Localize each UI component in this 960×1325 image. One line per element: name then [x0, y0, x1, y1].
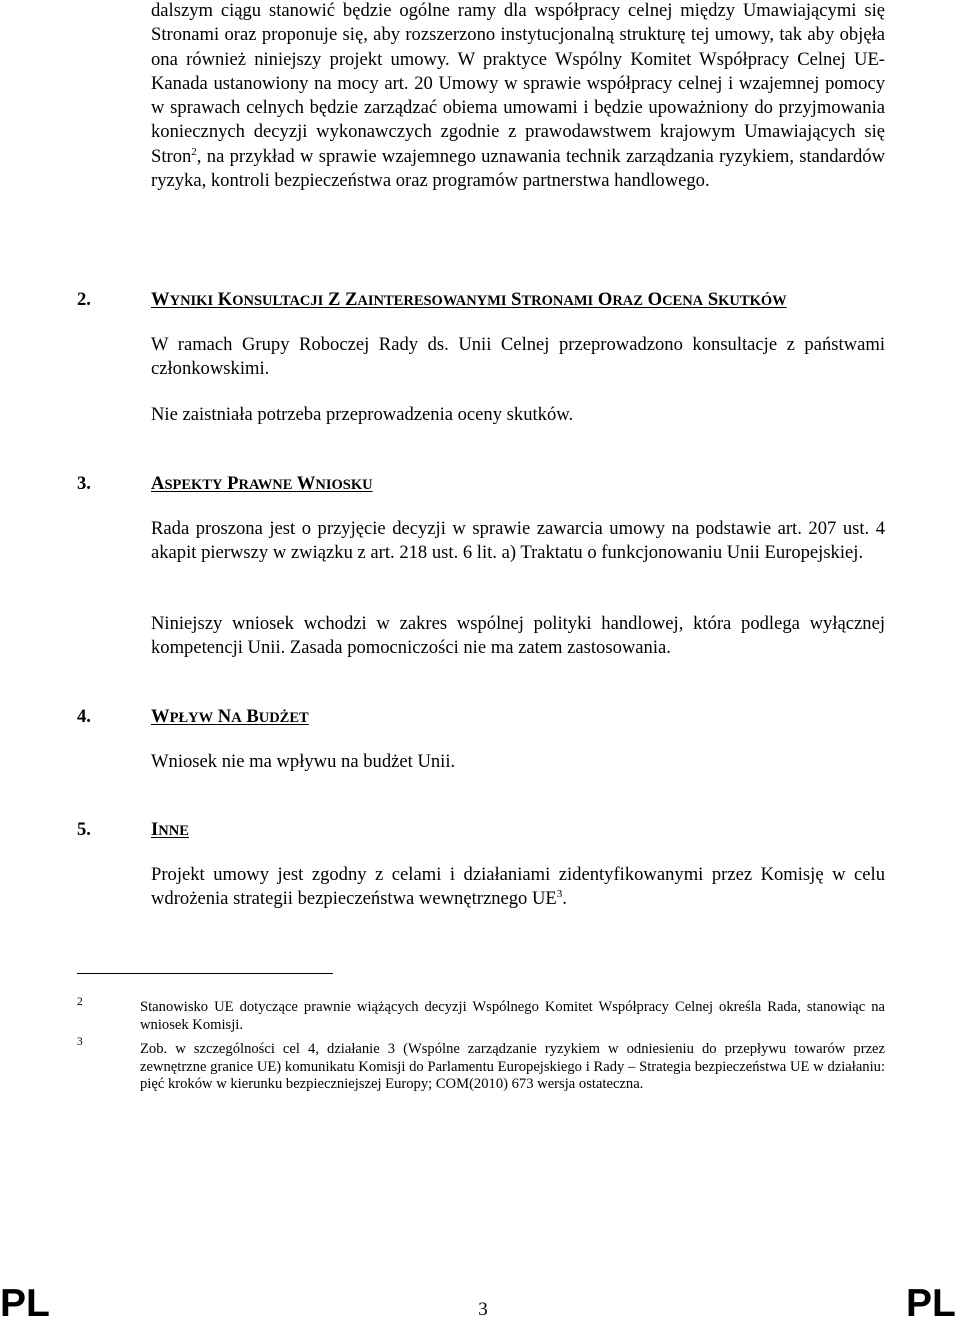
title-word-initial: O — [597, 289, 613, 310]
title-word-rest: KUTKÓW — [718, 293, 787, 309]
section-2-paragraph-2: Nie zaistniała potrzeba przeprowadzenia oceny skutków. — [151, 404, 574, 425]
title-word-rest: PŁYW — [169, 710, 214, 726]
section-5-title — [151, 818, 189, 843]
title-word-rest: ONSULTACJI — [232, 293, 324, 309]
title-word-rest: SPEKTY — [164, 477, 223, 493]
title-word-initial: N — [217, 706, 232, 727]
footnote-separator — [77, 973, 333, 974]
title-word-rest: UDŻET — [258, 710, 309, 726]
title-word-initial: Z — [327, 289, 341, 310]
footer-language-right: PL — [906, 1282, 956, 1325]
title-word-initial: A — [151, 473, 165, 494]
section-3-paragraph-2: Niniejszy wniosek wchodzi w zakres wspólnej polityki handlowej, która podlega wyłącznej kompetencji Unii. Zasada pomocniczości nie ma zatem zastosowania. — [151, 613, 885, 659]
title-word-rest: RAWNE — [238, 477, 293, 493]
title-word-initial: K — [217, 289, 233, 310]
intro-text-part2: , na przykład w sprawie wzajemnego uznawania technik zarządzania ryzykiem, standardów ryzyka, kontroli bezpieczeństwa oraz programów partnerstwa handlowego. — [151, 145, 885, 192]
title-word-rest: CENA — [662, 293, 704, 309]
footnote-2-number: 2 — [77, 996, 83, 1008]
title-word-rest: A — [231, 710, 242, 726]
section-3-paragraph-1: Rada proszona jest o przyjęcie decyzji w sprawie zawarcia umowy na podstawie art. 207 ust. 4 akapit pierwszy w związku z art. 218 ust. 6 lit. a) Traktatu o funkcjonowaniu Unii Europejskiej. — [151, 518, 885, 564]
title-word-initial: S — [511, 289, 522, 310]
section-5-paragraph-1 — [151, 863, 885, 912]
section-2-title — [151, 288, 787, 313]
section-5-number: 5. — [77, 819, 91, 840]
title-word-rest: NNE — [158, 823, 189, 839]
title-word-initial: W — [151, 706, 170, 727]
footnote-2-text: Stanowisko UE dotyczące prawnie wiążących decyzji Wspólnego Komitet Współpracy Celnej określa Rada, stanowiąc na wniosek Komisji. — [140, 999, 885, 1033]
title-word-rest: TRONAMI — [521, 293, 594, 309]
intro-paragraph — [151, 0, 885, 193]
title-word-rest: AINTERESOWANYMI — [357, 293, 507, 309]
footer-language-left: PL — [0, 1282, 50, 1325]
title-word-initial: O — [647, 289, 663, 310]
footnote-3-text: Zob. w szczególności cel 4, działanie 3 (Wspólne zarządzanie ryzykiem w odniesieniu do przepływu towarów przez zewnętrzne granice UE) komunikatu Komisji do Parlamentu Europejskiego i Rady – Strategia bezpieczeństwa UE w działaniu: pięć kroków w kierunku bezpieczniejszej Europy; COM(2010) 673 wersja ostateczna. — [140, 1041, 885, 1093]
title-word-initial: Z — [345, 289, 358, 310]
footnote-ref-2[interactable]: 2 — [191, 145, 197, 158]
footnote-3-number: 3 — [77, 1036, 83, 1048]
title-word-initial: S — [707, 289, 719, 310]
title-word-initial: W — [151, 289, 170, 310]
section-4-number: 4. — [77, 706, 91, 727]
footnote-ref-3[interactable]: 3 — [556, 888, 563, 901]
section-2-number: 2. — [77, 289, 91, 310]
section-2-paragraph-1: W ramach Grupy Roboczej Rady ds. Unii Celnej przeprowadzono konsultacje z państwami członkowskimi. — [151, 334, 885, 380]
title-word-initial: W — [296, 473, 316, 494]
section-4-title — [151, 705, 309, 730]
intro-text-part1: dalszym ciągu stanowić będzie ogólne ramy dla współpracy celnej między Umawiającymi się Stronami oraz proponuje się, aby rozszerzono instytucjonalną strukturę tej umowy, tak aby objęła ona również niniejszy projekt umowy. W praktyce Wspólny Komitet Współpracy Celnej UE-Kanada ustanowiony na mocy art. 20 Umowy w sprawie współpracy celnej i wzajemnej pomocy w sprawach celnych będzie zarządzać obiema umowami i będzie upoważniony do przyjmowania koniecznych decyzji wykonawczych zgodnie z prawodawstwem krajowym Umawiających się Stron — [151, 0, 885, 167]
section-3-number: 3. — [77, 473, 91, 494]
title-word-rest: YNIKI — [169, 293, 214, 309]
title-word-rest: NIOSKU — [315, 477, 373, 493]
section-3-title — [151, 472, 373, 497]
title-word-rest: RAZ — [612, 293, 643, 309]
section-5-text-end: . — [562, 888, 567, 910]
title-word-initial: I — [151, 819, 159, 840]
section-4-paragraph-1: Wniosek nie ma wpływu na budżet Unii. — [151, 751, 456, 772]
section-5-text: Projekt umowy jest zgodny z celami i działaniami zidentyfikowanymi przez Komisję w celu wdrożenia strategii bezpieczeństwa wewnętrznego UE — [151, 864, 885, 910]
page-number: 3 — [478, 1299, 488, 1320]
title-word-initial: B — [246, 706, 259, 727]
title-word-initial: P — [227, 473, 239, 494]
